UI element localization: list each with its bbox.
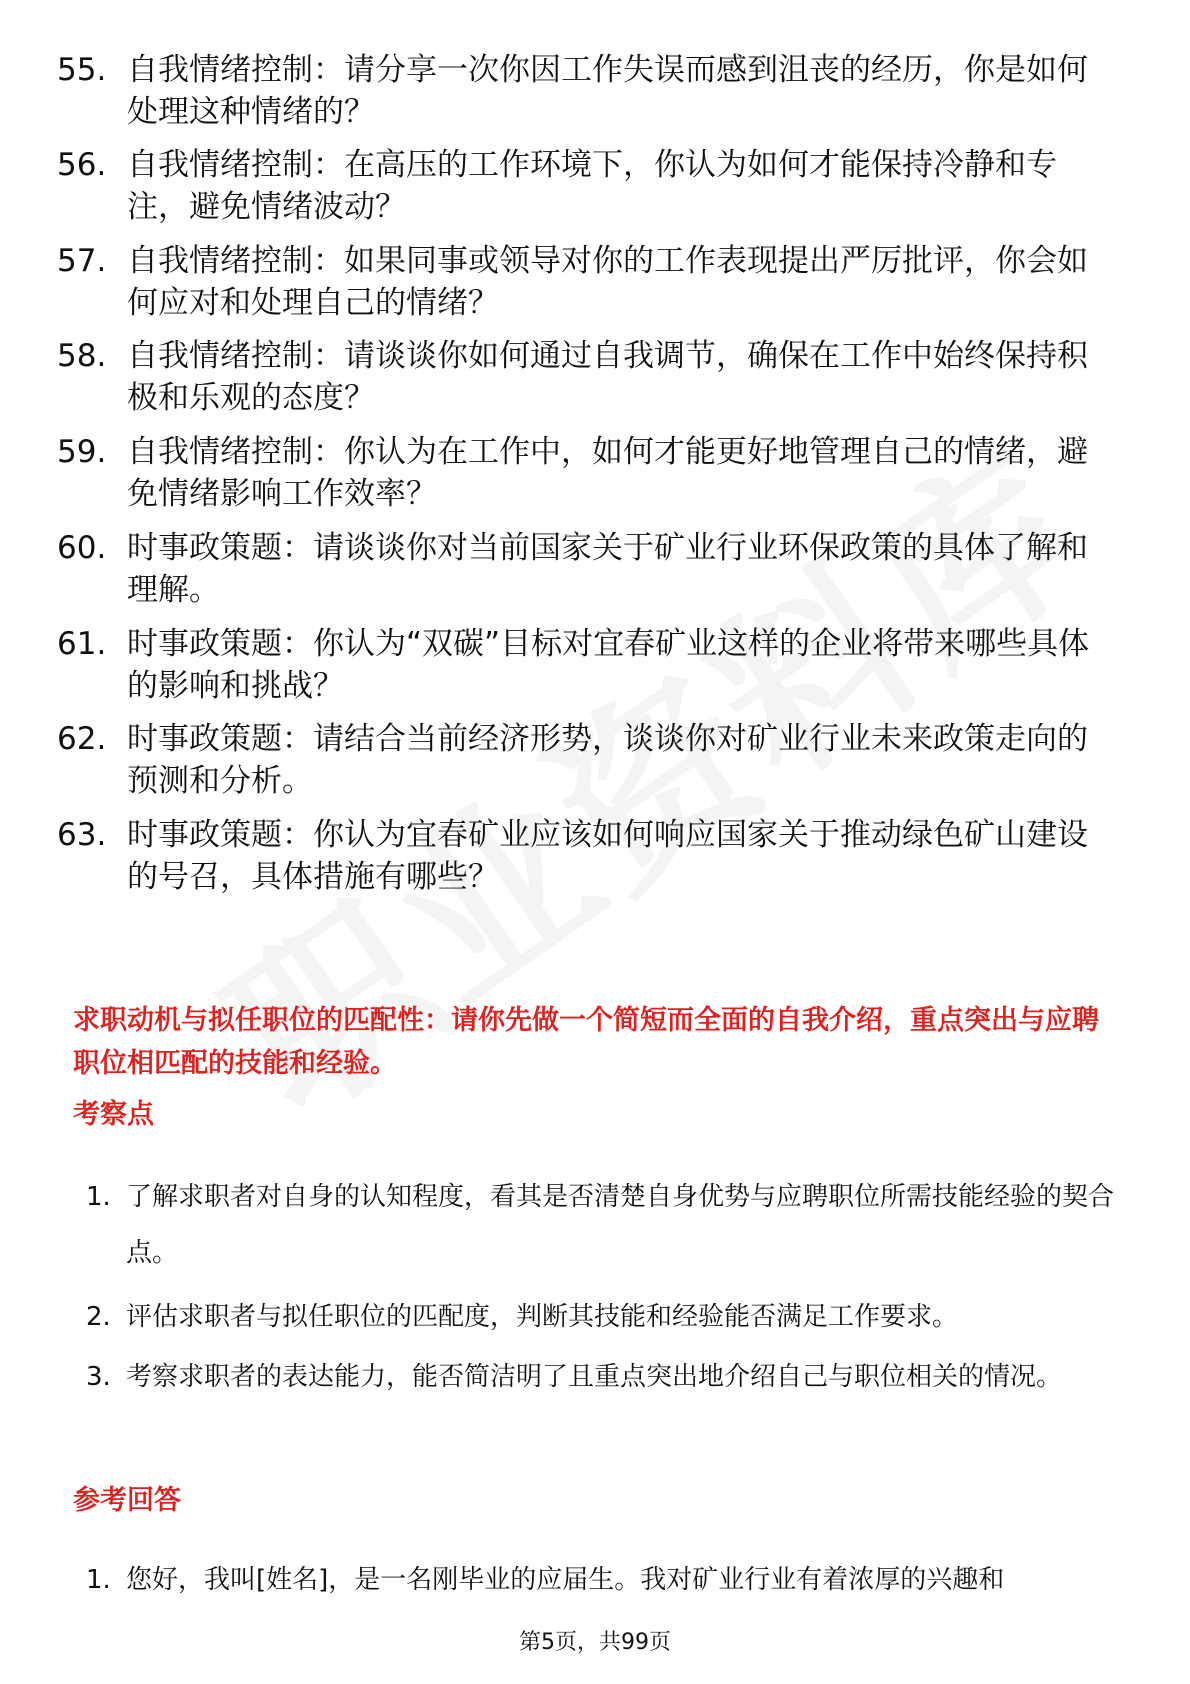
item-text: 评估求职者与拟任职位的匹配度，判断其技能和经验能否满足工作要求。 <box>126 1302 959 1332</box>
question-text: 时事政策题：你认为“双碳”目标对宜春矿业这样的企业将带来哪些具体的影响和挑战？ <box>127 626 1090 704</box>
question-57 <box>57 240 1117 324</box>
question-number: 56. <box>57 147 107 183</box>
question-55 <box>57 49 1117 133</box>
assessment-item-1 <box>86 1169 1116 1281</box>
question-text: 时事政策题：请谈谈你对当前国家关于矿业行业环保政策的具体了解和理解。 <box>127 530 1088 608</box>
question-56 <box>57 144 1117 228</box>
item-text: 考察求职者的表达能力，能否简洁明了且重点突出地介绍自己与职位相关的情况。 <box>126 1362 1063 1392</box>
question-60 <box>57 527 1117 611</box>
item-number: 1. <box>86 1182 111 1212</box>
question-text: 时事政策题：请结合当前经济形势，谈谈你对矿业行业未来政策走向的预测和分析。 <box>127 721 1088 799</box>
question-number: 61. <box>57 626 107 662</box>
question-text: 自我情绪控制：请分享一次你因工作失误而感到沮丧的经历，你是如何处理这种情绪的？ <box>127 52 1088 130</box>
item-number: 2. <box>86 1302 111 1332</box>
question-number: 60. <box>57 530 107 566</box>
highlight-question: 求职动机与拟任职位的匹配性：请你先做一个简短而全面的自我介绍，重点突出与应聘职位相匹配的技能和经验。 <box>73 1005 1099 1079</box>
question-number: 55. <box>57 52 107 88</box>
item-number: 3. <box>86 1362 111 1392</box>
question-62 <box>57 718 1117 802</box>
question-text: 时事政策题：你认为宜春矿业应该如何响应国家关于推动绿色矿山建设的号召，具体措施有哪些？ <box>127 817 1088 895</box>
assessment-item-2 <box>86 1289 1116 1345</box>
question-number: 58. <box>57 338 107 374</box>
assessment-item-3 <box>86 1349 1116 1405</box>
question-59 <box>57 431 1117 515</box>
page-footer: 第5页，共99页 <box>519 1630 671 1655</box>
question-61 <box>57 623 1117 707</box>
item-number: 1. <box>86 1565 111 1595</box>
assessment-title: 考察点 <box>73 1099 154 1130</box>
question-number: 62. <box>57 721 107 757</box>
question-number: 57. <box>57 243 107 279</box>
item-text: 您好，我叫[姓名]，是一名刚毕业的应届生。我对矿业行业有着浓厚的兴趣和 <box>126 1565 1005 1595</box>
reference-title: 参考回答 <box>73 1485 181 1516</box>
question-number: 63. <box>57 817 107 853</box>
question-text: 自我情绪控制：在高压的工作环境下，你认为如何才能保持冷静和专注，避免情绪波动？ <box>127 147 1057 225</box>
question-number: 59. <box>57 434 107 470</box>
question-text: 自我情绪控制：你认为在工作中，如何才能更好地管理自己的情绪，避免情绪影响工作效率？ <box>127 434 1088 512</box>
item-text: 了解求职者对自身的认知程度，看其是否清楚自身优势与应聘职位所需技能经验的契合点。 <box>126 1182 1115 1268</box>
question-63 <box>57 814 1117 898</box>
question-text: 自我情绪控制：如果同事或领导对你的工作表现提出严厉批评，你会如何应对和处理自己的情绪？ <box>127 243 1088 321</box>
reference-item-1 <box>86 1552 1116 1608</box>
question-text: 自我情绪控制：请谈谈你如何通过自我调节，确保在工作中始终保持积极和乐观的态度？ <box>127 338 1088 416</box>
question-58 <box>57 335 1117 419</box>
